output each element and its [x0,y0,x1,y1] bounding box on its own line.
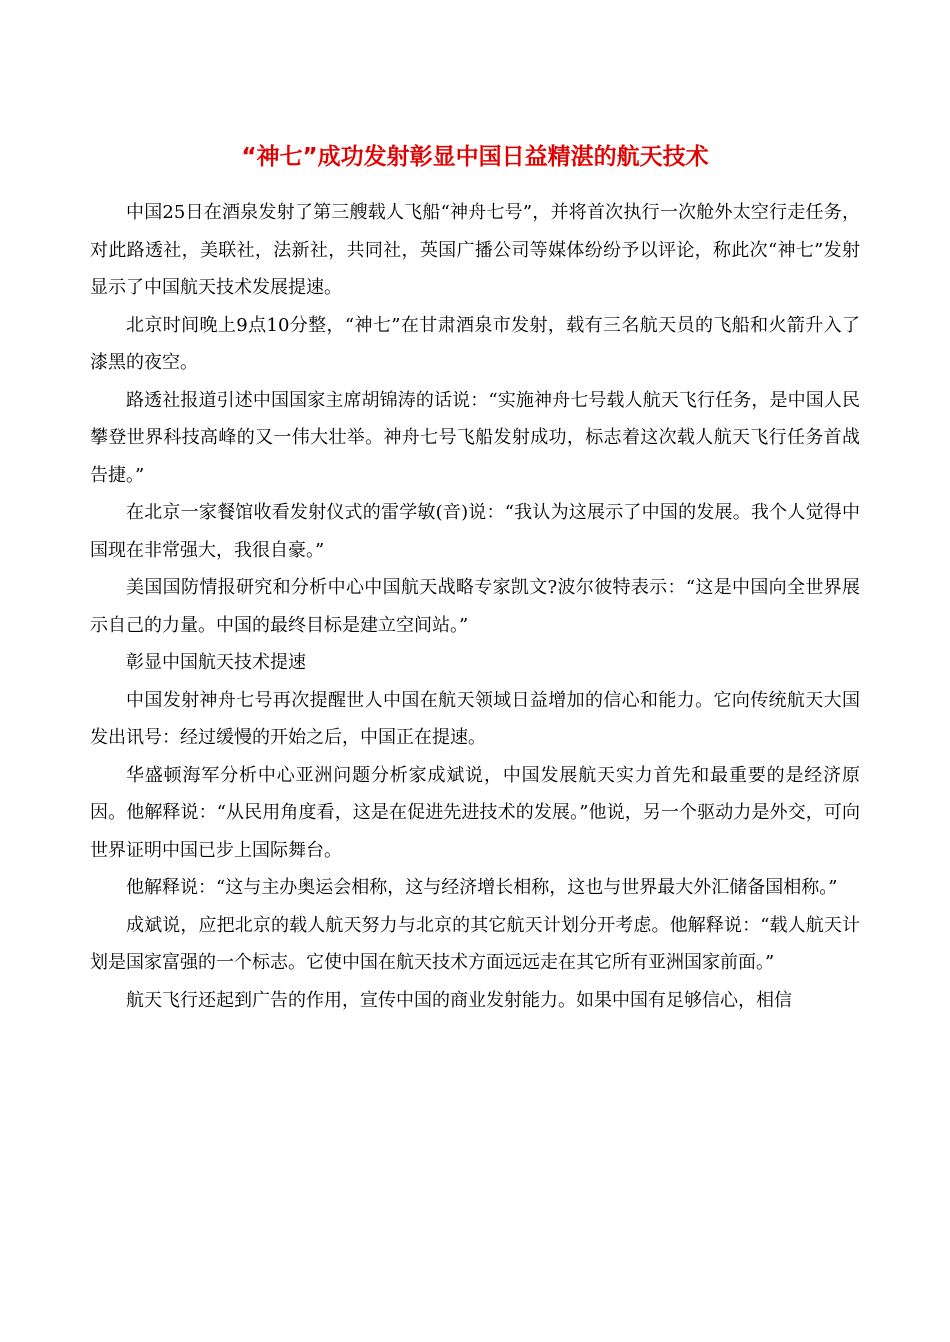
paragraph-3: 路透社报道引述中国国家主席胡锦涛的话说：“实施神舟七号载人航天飞行任务，是中国人民攀登世界科技高峰的又一伟大壮举。神舟七号飞船发射成功，标志着这次载人航天飞行任务首战告捷。” [90,389,860,486]
paragraph-4: 在北京一家餐馆收看发射仪式的雷学敏(音)说：“我认为这展示了中国的发展。我个人觉得中国现在非常强大，我很自豪。” [90,502,860,561]
paragraph-2: 北京时间晚上9点10分整，“神七”在甘肃酒泉市发射，载有三名航天员的飞船和火箭升入了漆黑的夜空。 [90,314,860,373]
paragraph-9: 成斌说，应把北京的载人航天努力与北京的其它航天计划分开考虑。他解释说：“载人航天计划是国家富强的一个标志。它使中国在航天技术方面远远走在其它所有亚洲国家前面。” [90,914,860,973]
paragraph-10: 航天飞行还起到广告的作用，宣传中国的商业发射能力。如果中国有足够信心，相信 [126,989,792,1011]
paragraph-1: 中国25日在酒泉发射了第三艘载人飞船“神舟七号”，并将首次执行一次舱外太空行走任务，对此路透社，美联社，法新社，共同社，英国广播公司等媒体纷纷予以评论，称此次“神七”发射显示了中国航天技术发展提速。 [90,202,860,298]
paragraph-6: 中国发射神舟七号再次提醒世人中国在航天领域日益增加的信心和能力。它向传统航天大国发出讯号：经过缓慢的开始之后，中国正在提速。 [90,689,860,748]
paragraph-8: 他解释说：“这与主办奥运会相称，这与经济增长相称，这也与世界最大外汇储备国相称。” [126,877,838,898]
paragraph-7: 华盛顿海军分析中心亚洲问题分析家成斌说，中国发展航天实力首先和最重要的是经济原因。他解释说：“从民用角度看，这是在促进先进技术的发展。”他说，另一个驱动力是外交，可向世界证明中国已步上国际舞台。 [90,764,860,861]
section-heading: 彰显中国航天技术提速 [126,652,306,673]
paragraph-5: 美国国防情报研究和分析中心中国航天战略专家凯文?波尔彼特表示：“这是中国向全世界展示自己的力量。中国的最终目标是建立空间站。” [90,577,860,636]
article-title: “神七”成功发射彰显中国日益精湛的航天技术 [241,144,709,170]
article-body [90,194,860,1019]
